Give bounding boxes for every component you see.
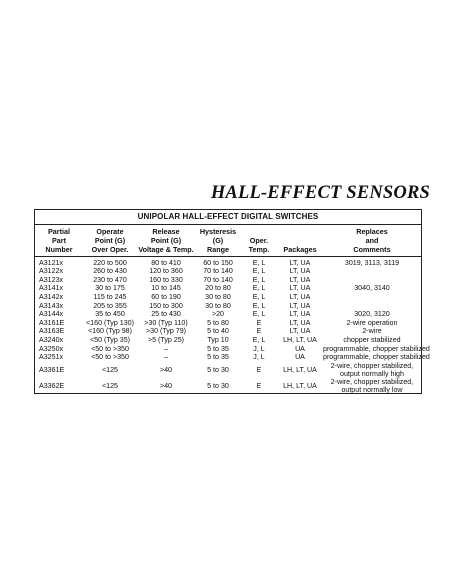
cell-part-number: A3143x (39, 301, 64, 310)
comment-line: 2-wire operation (346, 318, 398, 327)
header-line: Over Oper. (91, 245, 129, 254)
cell-release-point: >30 (Typ 79) (145, 327, 187, 336)
header-line: Temp. (248, 245, 270, 254)
cell-oper-temp: E, L (252, 267, 266, 276)
cell-hysteresis: 30 to 80 (205, 293, 231, 302)
cell-part-number: A3250x (39, 344, 64, 353)
header-line: Point (G) (94, 236, 126, 245)
cell-comments (323, 319, 421, 328)
cell-oper-temp: J, L (253, 353, 265, 362)
cell-operate-point: 115 to 245 (93, 293, 127, 302)
cell-oper-temp: E, L (252, 310, 266, 319)
cell-comments (323, 362, 421, 378)
cell-hysteresis: 30 to 80 (205, 301, 231, 310)
cell-release-point: 60 to 190 (151, 293, 181, 302)
cell-release-point: 120 to 360 (149, 267, 183, 276)
comment-line: output normally high (340, 369, 404, 378)
header-comments (323, 225, 421, 257)
cell-oper-temp: E, L (252, 275, 266, 284)
cell-packages: LH, LT, UA (283, 381, 317, 390)
cell-release-point: 80 to 410 (151, 259, 181, 267)
sensor-table (34, 209, 430, 394)
cell-hysteresis: 70 to 140 (203, 267, 233, 276)
switches-table (35, 225, 430, 394)
cell-hysteresis: 5 to 80 (207, 318, 229, 327)
comment-line: 3040, 3140 (354, 284, 390, 293)
cell-part-number: A3163E (39, 327, 65, 336)
comment-line: 2-wire, chopper stabilized, (330, 377, 414, 386)
cell-operate-point: <125 (102, 381, 118, 390)
cell-operate-point: 230 to 470 (93, 275, 127, 284)
cell-part-number: A3123x (39, 275, 64, 284)
cell-hysteresis: >20 (211, 310, 225, 319)
cell-operate-point: 260 to 430 (93, 267, 127, 276)
comment-line: output normally low (341, 385, 403, 394)
cell-part-number: A3240x (39, 336, 64, 345)
cell-release-point: >40 (159, 381, 173, 390)
cell-part-number: A3144x (39, 310, 64, 319)
cell-comments (323, 293, 421, 302)
cell-packages: LT, UA (289, 327, 311, 336)
cell-comments (323, 267, 421, 276)
table-body (35, 257, 430, 394)
comment-line: 2-wire, chopper stabilized, (330, 361, 414, 370)
cell-packages: LT, UA (289, 310, 311, 319)
cell-packages: LT, UA (289, 301, 311, 310)
cell-oper-temp: E, L (252, 301, 266, 310)
comment-line: chopper stabilized (343, 336, 401, 345)
cell-oper-temp: E, L (252, 284, 266, 293)
cell-part-number: A3362E (39, 381, 65, 390)
cell-comments (323, 257, 421, 268)
cell-oper-temp: E, L (252, 259, 266, 267)
table-row (35, 293, 421, 302)
cell-operate-point: 35 to 450 (95, 310, 125, 319)
cell-oper-temp: E, L (252, 336, 266, 345)
header-line: Hysteresis (199, 227, 237, 236)
cell-oper-temp: E (256, 381, 262, 390)
cell-operate-point: 30 to 175 (95, 284, 125, 293)
cell-hysteresis: 60 to 150 (203, 259, 233, 267)
cell-operate-point: 205 to 355 (93, 301, 127, 310)
cell-packages: LT, UA (289, 284, 311, 293)
cell-hysteresis: 20 to 80 (205, 284, 231, 293)
cell-packages: LT, UA (289, 293, 311, 302)
table-row (35, 276, 421, 285)
cell-hysteresis: 5 to 35 (207, 344, 229, 353)
page-heading: HALL-EFFECT SENSORS (210, 183, 430, 203)
table-row (35, 327, 421, 336)
cell-packages: LH, LT, UA (283, 336, 317, 345)
comment-line: programmable, chopper stabilized (323, 344, 430, 353)
cell-hysteresis: 70 to 140 (203, 275, 233, 284)
table-row (35, 267, 421, 276)
cell-release-point: >40 (159, 365, 173, 374)
header-line: and (365, 236, 379, 245)
cell-comments (323, 310, 421, 319)
table-row (35, 310, 421, 319)
comment-line: 2-wire (362, 327, 382, 336)
cell-operate-point: <160 (Typ 98) (88, 327, 132, 336)
cell-packages: LT, UA (289, 259, 311, 267)
cell-packages: LT, UA (289, 267, 311, 276)
cell-operate-point: <160 (Typ 130) (86, 318, 134, 327)
header-line: Number (45, 245, 73, 254)
header-oper-temp (241, 225, 277, 257)
header-release-point (137, 225, 195, 257)
cell-comments (323, 378, 421, 394)
table-row (35, 378, 421, 394)
cell-oper-temp: E (256, 327, 262, 336)
cell-release-point: – (164, 344, 168, 353)
cell-comments (323, 344, 430, 353)
header-line: Range (207, 245, 229, 254)
header-line: Replaces (356, 227, 388, 236)
cell-part-number: A3142x (39, 293, 64, 302)
cell-comments (323, 276, 421, 285)
header-line: Voltage & Temp. (138, 245, 194, 254)
header-line: Point (G) (150, 236, 182, 245)
cell-part-number: A3361E (39, 365, 65, 374)
cell-part-number: A3122x (39, 267, 64, 276)
cell-oper-temp: J, L (253, 344, 265, 353)
cell-operate-point: <50 to >350 (91, 353, 129, 362)
cell-comments (323, 353, 430, 362)
header-line: Oper. (249, 236, 269, 245)
cell-comments (323, 336, 421, 345)
comment-line: 3019, 3113, 3119 (344, 259, 400, 267)
cell-part-number: A3161E (39, 318, 65, 327)
header-line: Packages (283, 245, 317, 254)
cell-part-number: A3121x (39, 259, 64, 267)
cell-comments (323, 327, 421, 336)
cell-oper-temp: E (256, 318, 262, 327)
table-header-row (35, 225, 421, 257)
cell-hysteresis: 5 to 35 (207, 353, 229, 362)
cell-hysteresis: 5 to 40 (207, 327, 229, 336)
header-line: Part (52, 236, 66, 245)
cell-release-point: – (164, 353, 168, 362)
table-row (35, 301, 421, 310)
cell-hysteresis: Typ 10 (207, 336, 229, 345)
table-row (35, 319, 421, 328)
cell-release-point: 25 to 430 (151, 310, 181, 319)
table-row (35, 344, 421, 353)
cell-operate-point: 220 to 500 (93, 259, 127, 267)
cell-release-point: 160 to 330 (149, 275, 183, 284)
cell-part-number: A3141x (39, 284, 64, 293)
cell-release-point: >5 (Typ 25) (147, 336, 185, 345)
cell-release-point: 150 to 300 (149, 301, 183, 310)
header-operate-point (83, 225, 137, 257)
cell-release-point: 10 to 145 (151, 284, 181, 293)
cell-hysteresis: 5 to 30 (207, 381, 229, 390)
cell-packages: UA (295, 344, 305, 353)
cell-operate-point: <50 (Typ 35) (89, 336, 131, 345)
header-part-number (35, 225, 83, 257)
table-row (35, 353, 421, 362)
comment-line: programmable, chopper stabilized (323, 353, 430, 362)
cell-oper-temp: E, L (252, 293, 266, 302)
table-title: UNIPOLAR HALL-EFFECT DIGITAL SWITCHES (35, 210, 421, 225)
cell-comments (323, 284, 421, 293)
cell-packages: LT, UA (289, 318, 311, 327)
cell-operate-point: <50 to >350 (91, 344, 129, 353)
cell-operate-point: <125 (102, 365, 118, 374)
cell-packages: LT, UA (289, 275, 311, 284)
cell-release-point: >30 (Typ 110) (144, 318, 188, 327)
header-hysteresis (195, 225, 241, 257)
table-row (35, 284, 421, 293)
header-line: (G) (212, 236, 224, 245)
header-line: Comments (353, 245, 391, 254)
table-row (35, 362, 421, 378)
table-row (35, 336, 421, 345)
cell-part-number: A3251x (39, 353, 64, 362)
cell-comments (323, 301, 421, 310)
header-line: Partial (48, 227, 70, 236)
header-line: Release (152, 227, 180, 236)
header-line: Operate (96, 227, 124, 236)
cell-packages: LH, LT, UA (283, 365, 317, 374)
cell-oper-temp: E (256, 365, 262, 374)
header-packages (277, 225, 323, 257)
table-row (35, 257, 421, 268)
comment-line: 3020, 3120 (354, 310, 390, 319)
cell-packages: UA (295, 353, 305, 362)
cell-hysteresis: 5 to 30 (207, 365, 229, 374)
